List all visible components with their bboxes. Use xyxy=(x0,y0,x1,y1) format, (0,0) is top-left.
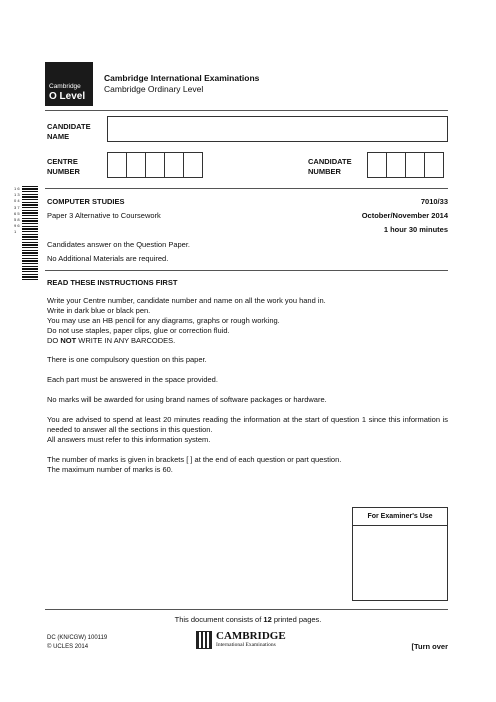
advice-text: You are advised to spend at least 20 minutes reading the information at the start of question 1 since this information is needed to answer all the sections in this question. xyxy=(47,415,448,434)
candidate-digit-box[interactable] xyxy=(405,152,425,178)
cambridge-footer-logo xyxy=(196,630,296,650)
paper-code: 7010/33 xyxy=(420,197,448,206)
advice-note xyxy=(47,415,448,445)
compulsory-text: There is one compulsory question on this paper. xyxy=(47,355,207,364)
brands-note xyxy=(47,395,448,405)
cambridge-crest-icon xyxy=(196,631,212,649)
exam-duration: 1 hour 30 minutes xyxy=(383,225,448,234)
centre-digit-box[interactable] xyxy=(145,152,165,178)
centre-number-label-line1: CENTRE xyxy=(47,157,78,166)
instruction-line: Do not use staples, paper clips, glue or correction fluid. xyxy=(47,326,230,335)
centre-digit-box[interactable] xyxy=(164,152,184,178)
candidate-name-label-line1: CANDIDATE xyxy=(47,122,91,131)
candidate-name-field[interactable] xyxy=(107,116,448,142)
copyright: © UCLES 2014 xyxy=(47,644,89,650)
candidate-number-label-line2: NUMBER xyxy=(308,167,341,176)
paper-info-rule xyxy=(45,270,448,271)
barcode-instruction xyxy=(47,336,448,346)
candidate-number-boxes[interactable] xyxy=(368,152,444,178)
cambridge-o-level-logo xyxy=(45,62,93,106)
centre-digit-box[interactable] xyxy=(183,152,203,178)
barcode-rest-text: WRITE IN ANY BARCODES. xyxy=(76,336,176,345)
answer-note: Candidates answer on the Question Paper. xyxy=(47,240,191,249)
header-rule xyxy=(45,110,448,111)
barcode-digits: 1 6 1 3 0 4 3 7 6 5 5 8 9 6 1 xyxy=(14,186,20,235)
refer-text: All answers must refer to this information system. xyxy=(47,435,211,444)
materials-note: No Additional Materials are required. xyxy=(47,254,169,263)
marks-note xyxy=(47,455,448,475)
brands-text: No marks will be awarded for using brand names of software packages or hardware. xyxy=(47,395,327,404)
examiners-use-title: For Examiner's Use xyxy=(353,508,447,526)
organization-subtitle: Cambridge Ordinary Level xyxy=(104,84,204,94)
footer-rule xyxy=(45,609,448,610)
barcode-do-text: DO xyxy=(47,336,61,345)
marks-text: The number of marks is given in brackets [ ] at the end of each question or part question. xyxy=(47,455,342,464)
instruction-line: Write your Centre number, candidate number and name on all the work you hand in. xyxy=(47,296,326,305)
barcode xyxy=(22,186,38,280)
page-count-suffix: printed pages. xyxy=(271,615,322,624)
page-count-prefix: This document consists of xyxy=(174,615,264,624)
centre-number-boxes[interactable] xyxy=(108,152,203,178)
centre-digit-box[interactable] xyxy=(126,152,146,178)
centre-number-label-line2: NUMBER xyxy=(47,167,80,176)
candidate-digit-box[interactable] xyxy=(424,152,444,178)
cambridge-wordmark: CAMBRIDGE xyxy=(216,630,286,642)
candidate-name-label-line2: NAME xyxy=(47,132,70,141)
space-note xyxy=(47,375,448,385)
candidate-number-label xyxy=(308,157,352,177)
instructions-block xyxy=(47,296,448,346)
candidate-digit-box[interactable] xyxy=(367,152,387,178)
instruction-line: You may use an HB pencil for any diagrams, graphs or rough working. xyxy=(47,316,280,325)
candidate-digit-box[interactable] xyxy=(386,152,406,178)
logo-line1: Cambridge xyxy=(49,83,81,90)
space-text: Each part must be answered in the space provided. xyxy=(47,375,218,384)
document-code: DC (KN/CGW) 100119 xyxy=(47,635,108,641)
candidate-rule xyxy=(45,188,448,189)
cambridge-wordmark-sub: International Examinations xyxy=(216,642,276,648)
page-count: 12 xyxy=(263,615,272,624)
exam-session: October/November 2014 xyxy=(361,211,448,220)
subject-title: COMPUTER STUDIES xyxy=(47,197,125,206)
instructions-heading: READ THESE INSTRUCTIONS FIRST xyxy=(47,278,178,287)
organization-name: Cambridge International Examinations xyxy=(104,73,260,83)
centre-number-label xyxy=(47,157,80,177)
instruction-line: Write in dark blue or black pen. xyxy=(47,306,151,315)
compulsory-note xyxy=(47,355,448,365)
turn-over: [Turn over xyxy=(411,642,448,651)
centre-digit-box[interactable] xyxy=(107,152,127,178)
barcode-not-text: NOT xyxy=(60,336,77,345)
page-count-line xyxy=(0,615,496,625)
paper-title: Paper 3 Alternative to Coursework xyxy=(47,211,161,220)
logo-line2: O Level xyxy=(49,91,86,102)
candidate-name-label xyxy=(47,122,91,142)
max-marks-text: The maximum number of marks is 60. xyxy=(47,465,173,474)
candidate-number-label-line1: CANDIDATE xyxy=(308,157,352,166)
examiners-use-box xyxy=(352,507,448,601)
